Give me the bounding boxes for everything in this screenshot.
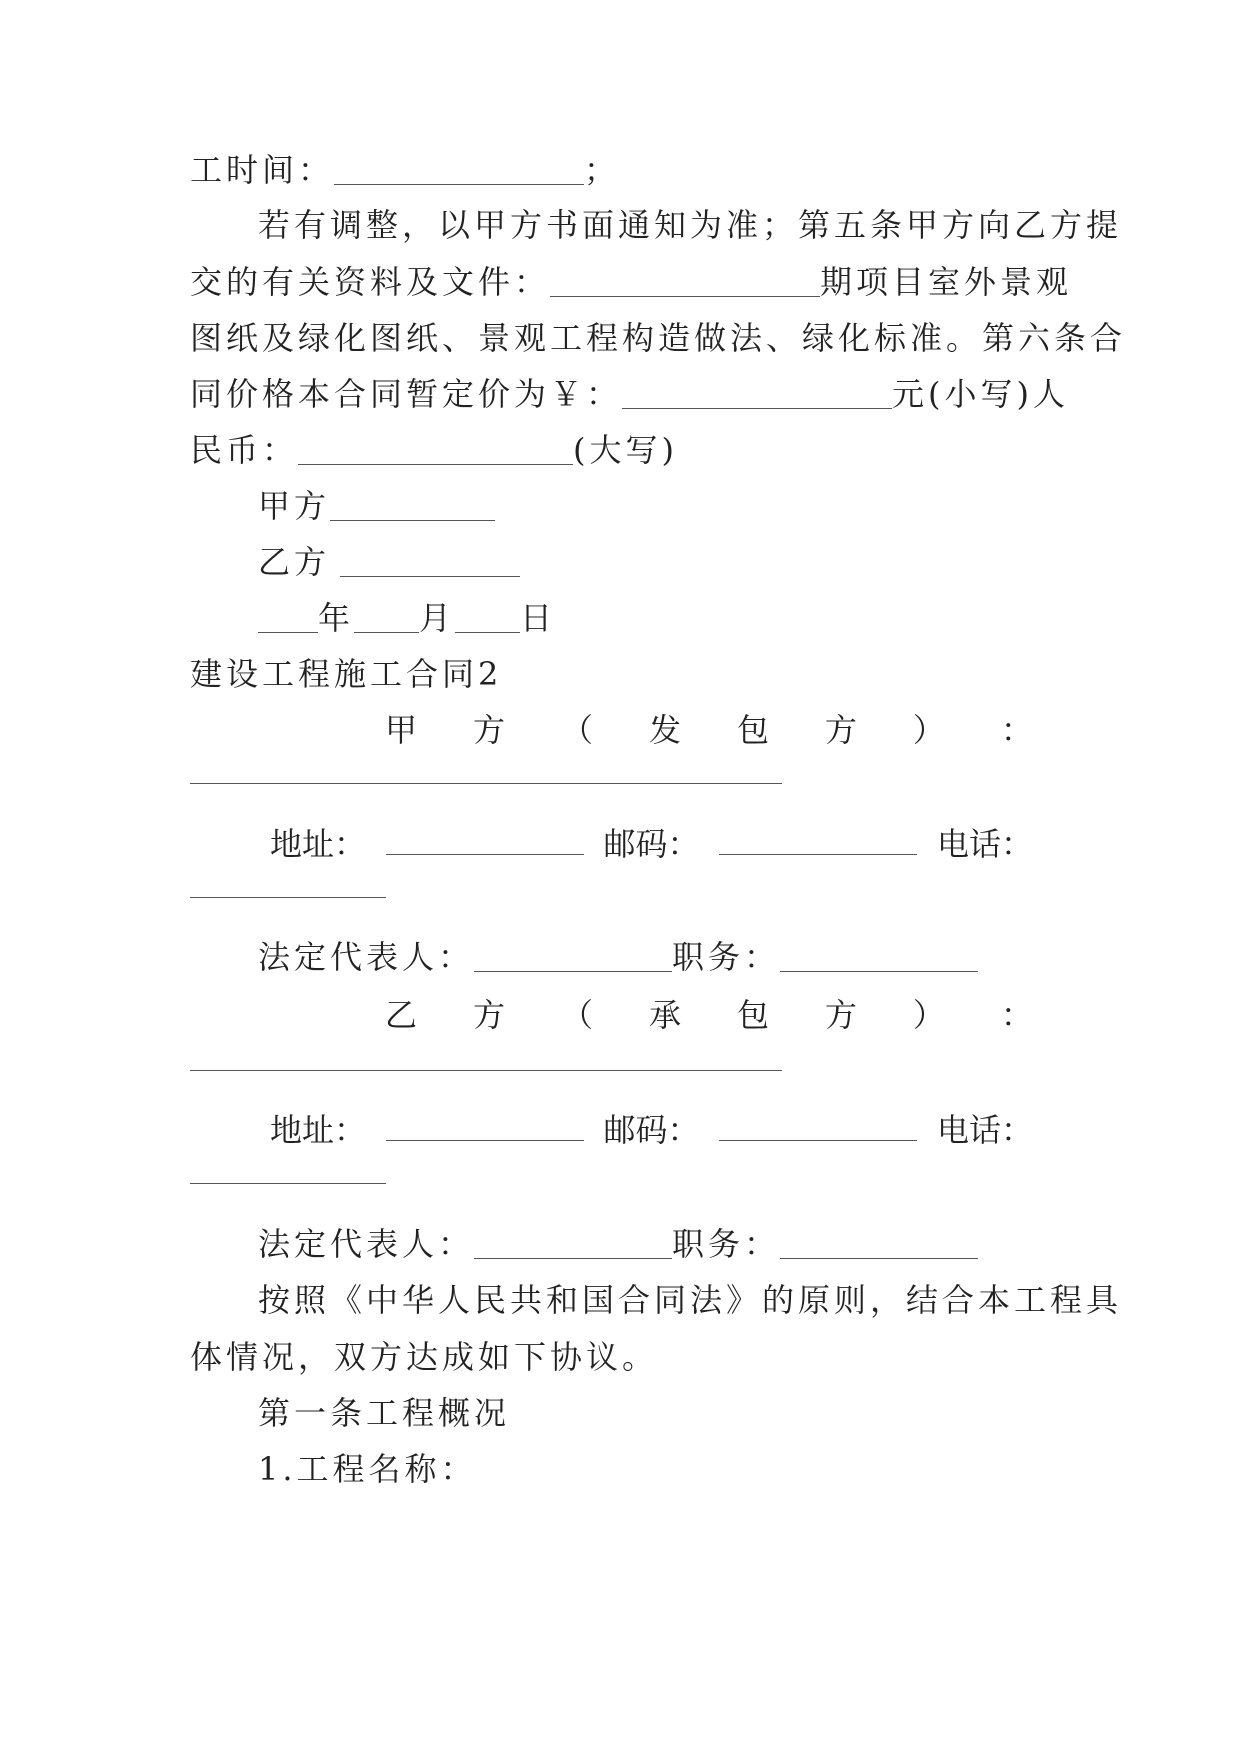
party-b-sign-line xyxy=(258,542,1118,582)
text-segment: 邮码： xyxy=(603,825,700,863)
fill-blank xyxy=(455,602,520,633)
fill-blank xyxy=(474,1228,672,1259)
title-char: 包 xyxy=(736,996,769,1034)
completion-time-line xyxy=(190,150,1050,190)
fill-blank xyxy=(258,602,318,633)
paragraph-line: 按照《中华人民共和国合同法》的原则，结合本工程具 xyxy=(258,1281,1123,1319)
text-segment: ； xyxy=(584,151,621,189)
fill-rule xyxy=(190,783,782,784)
fill-blank xyxy=(780,1228,978,1259)
text-segment: 地址： xyxy=(270,1111,367,1149)
party-a-title xyxy=(385,710,1033,750)
title-char: （ xyxy=(560,996,593,1034)
item-line: 1.工程名称： xyxy=(258,1450,477,1488)
text-segment: 电话： xyxy=(936,1111,1033,1149)
price-line xyxy=(190,374,1069,414)
fill-blank xyxy=(719,1110,917,1141)
title-char: 乙 xyxy=(385,996,418,1034)
fill-blank xyxy=(334,154,584,185)
fill-blank xyxy=(719,824,917,855)
title-char: 方 xyxy=(472,996,505,1034)
text-segment: 邮码： xyxy=(603,1111,700,1149)
party-a-rep-line xyxy=(258,937,1118,977)
paragraph-line: 若有调整，以甲方书面通知为准；第五条甲方向乙方提 xyxy=(258,206,1123,244)
party-a-sign-line xyxy=(258,486,1118,526)
text-segment: 职务： xyxy=(672,1225,781,1263)
rmb-line xyxy=(190,430,1050,470)
text-segment: 地址： xyxy=(270,825,367,863)
party-b-rep-line xyxy=(258,1224,1118,1264)
fill-blank xyxy=(330,490,495,521)
text-segment: 电话： xyxy=(936,825,1033,863)
fill-blank xyxy=(622,378,892,409)
party-a-address-line xyxy=(270,824,1033,864)
title-char: （ xyxy=(560,711,593,749)
text-segment: 年 xyxy=(318,599,355,637)
text-segment: 乙方 xyxy=(258,543,331,581)
documents-line xyxy=(190,262,1073,302)
title-char: 承 xyxy=(648,996,681,1034)
text-segment: 交的有关资料及文件： xyxy=(190,263,551,301)
title-char: 甲 xyxy=(385,711,418,749)
fill-blank xyxy=(780,941,978,972)
fill-rule xyxy=(190,897,386,898)
text-segment: 同价格本合同暂定价为￥： xyxy=(190,375,623,413)
fill-blank xyxy=(550,266,820,297)
text-segment: 期项目室外景观 xyxy=(820,263,1073,301)
text-segment: 日 xyxy=(520,599,557,637)
fill-blank xyxy=(298,434,573,465)
fill-rule xyxy=(190,1070,782,1071)
title-char: 方 xyxy=(472,711,505,749)
section-heading: 第一条工程概况 xyxy=(258,1394,511,1432)
text-segment: (大写) xyxy=(573,431,678,469)
title-char: 方 xyxy=(824,996,857,1034)
text-segment: 职务： xyxy=(672,938,781,976)
fill-blank xyxy=(474,941,672,972)
paragraph-line: 体情况，双方达成如下协议。 xyxy=(190,1338,659,1376)
text-segment: 法定代表人： xyxy=(258,1225,475,1263)
paragraph-line: 图纸及绿化图纸、景观工程构造做法、绿化标准。第六条合 xyxy=(190,319,1127,357)
title-char: ） xyxy=(912,996,945,1034)
fill-blank xyxy=(354,602,419,633)
fill-blank xyxy=(340,546,520,577)
party-b-address-line xyxy=(270,1110,1033,1150)
text-segment: 甲方 xyxy=(258,487,331,525)
party-b-title xyxy=(385,995,1033,1035)
text-segment: 月 xyxy=(419,599,456,637)
fill-blank xyxy=(386,824,584,855)
fill-blank xyxy=(386,1110,584,1141)
date-line xyxy=(258,598,1118,638)
text-segment: 工时间： xyxy=(190,151,335,189)
title-char: ： xyxy=(1000,711,1033,749)
text-segment: 法定代表人： xyxy=(258,938,475,976)
fill-rule xyxy=(190,1183,386,1184)
contract-heading: 建设工程施工合同2 xyxy=(190,655,503,693)
text-segment: 民币： xyxy=(190,431,299,469)
title-char: 发 xyxy=(648,711,681,749)
text-segment: 元(小写)人 xyxy=(892,375,1069,413)
title-char: 包 xyxy=(736,711,769,749)
title-char: ： xyxy=(1000,996,1033,1034)
title-char: 方 xyxy=(824,711,857,749)
title-char: ） xyxy=(912,711,945,749)
